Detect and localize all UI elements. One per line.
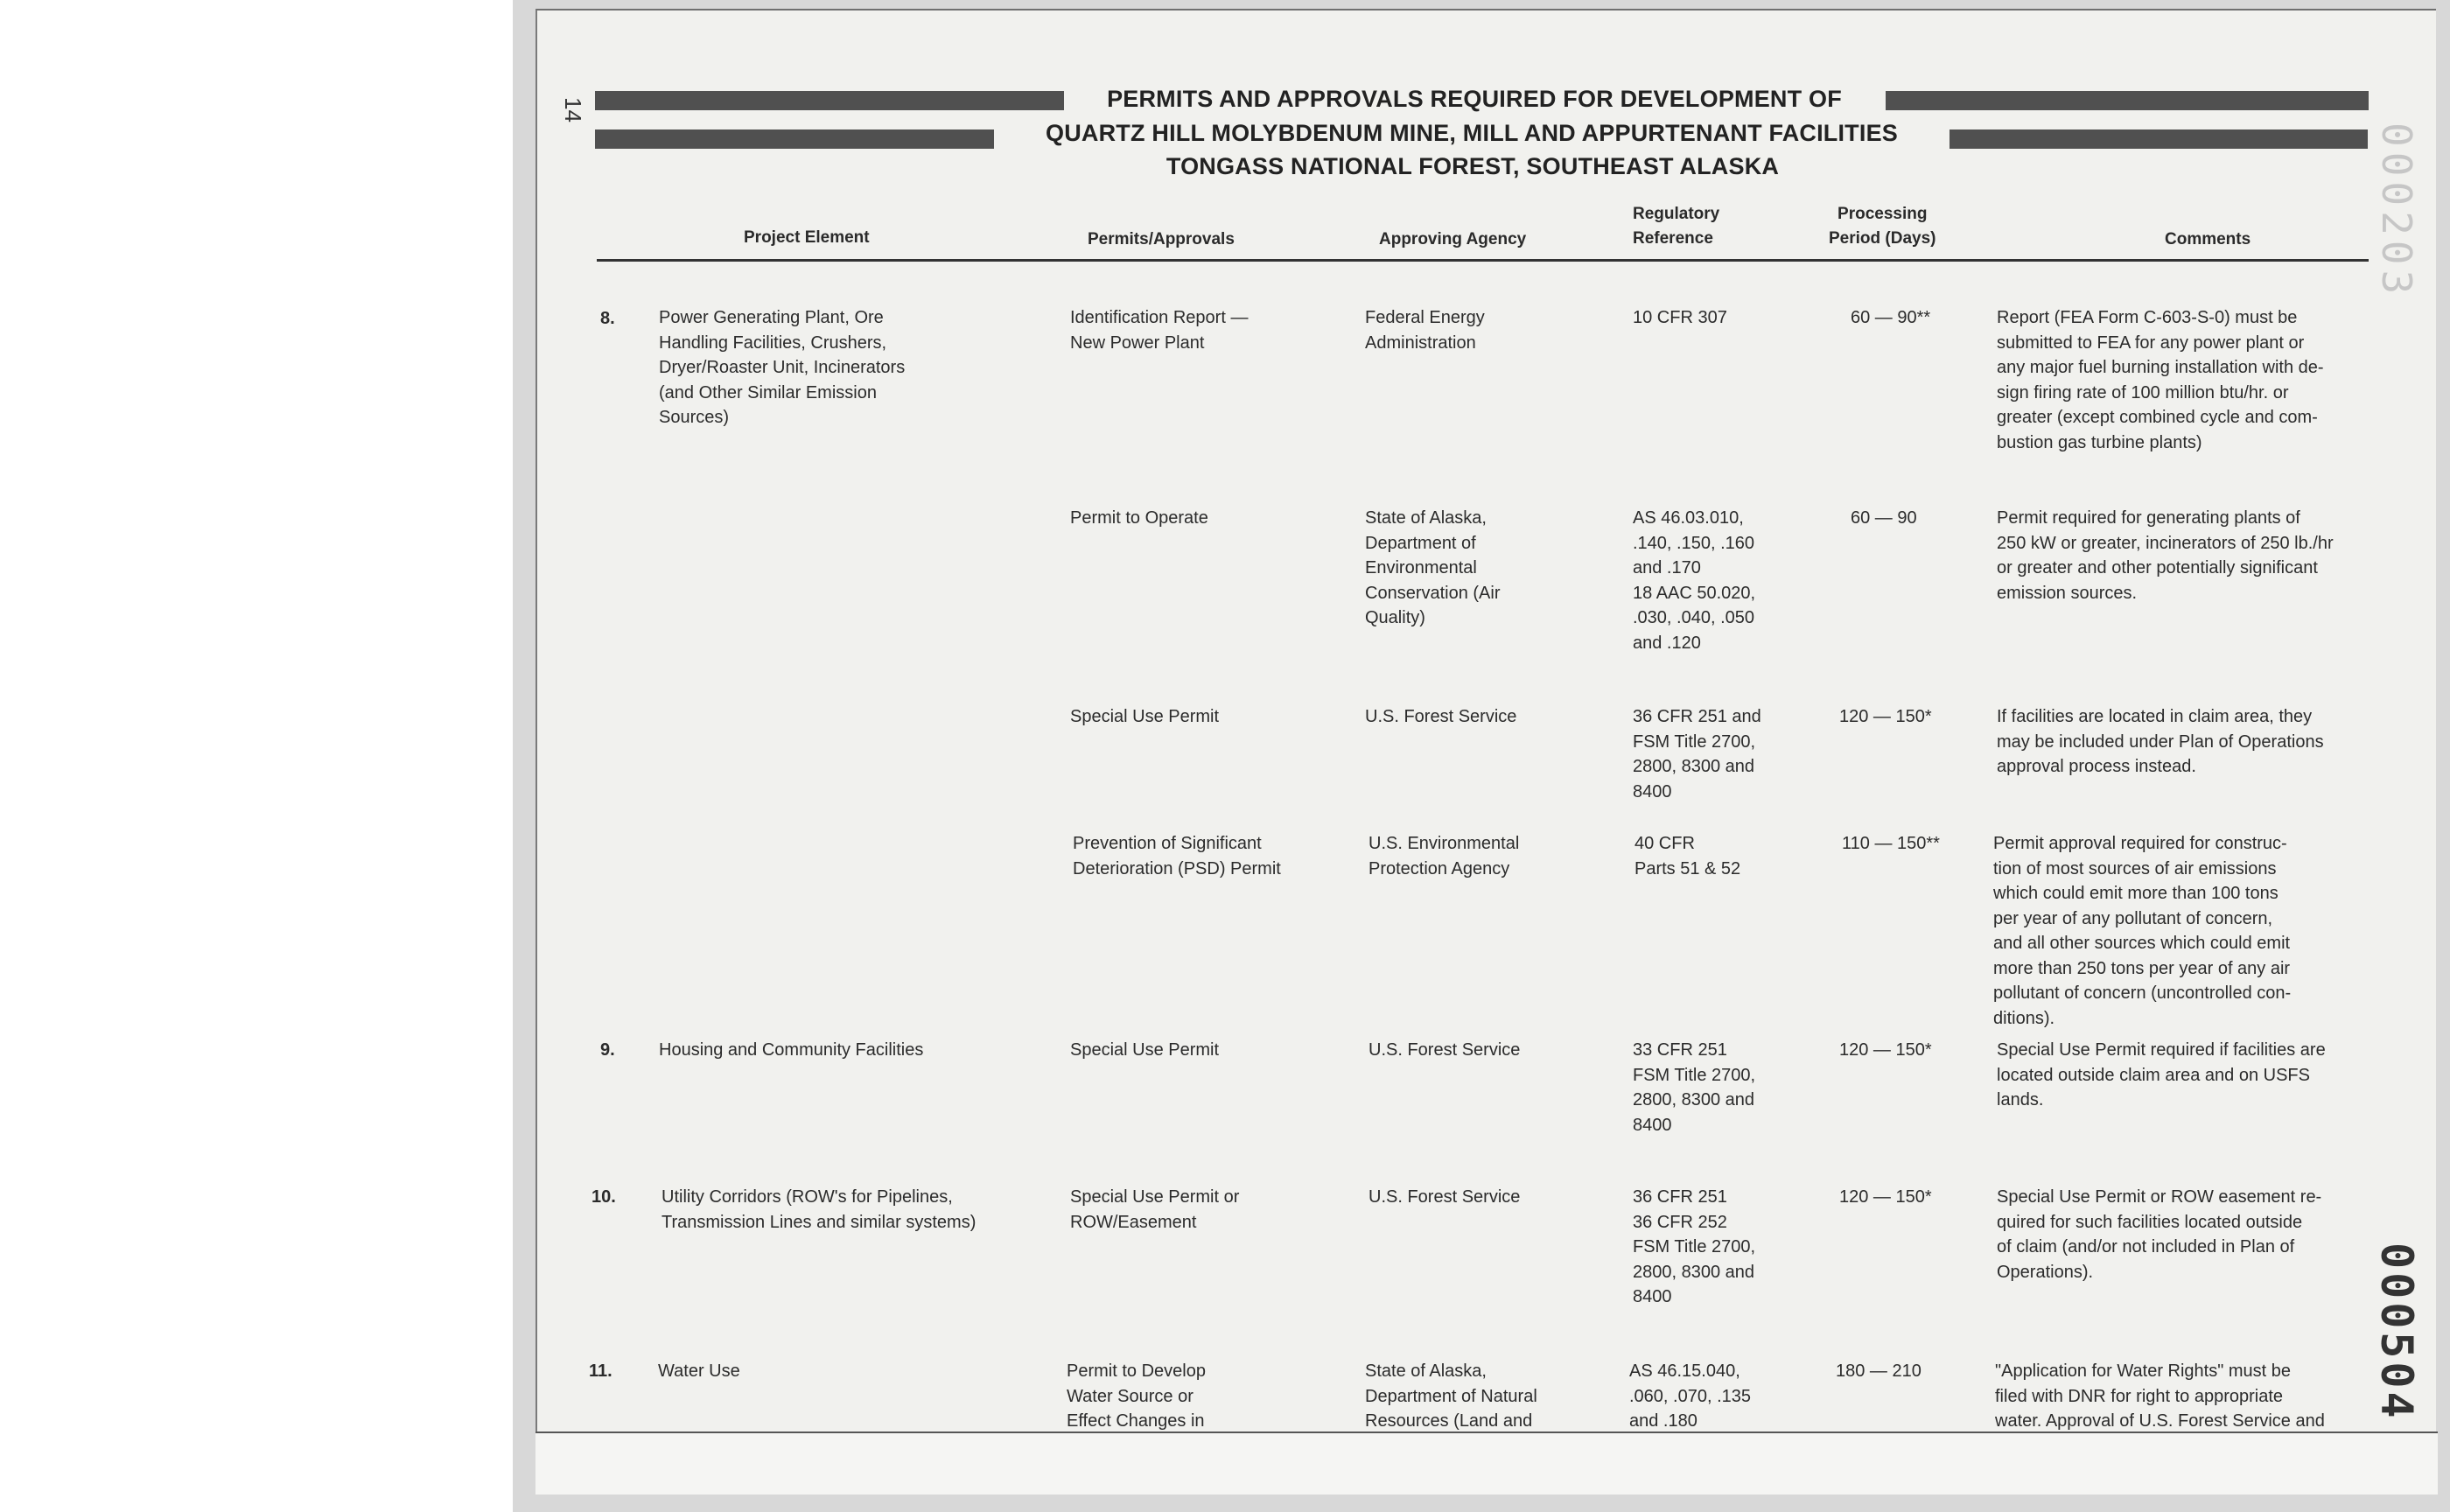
regulatory-reference: 36 CFR 251 36 CFR 252 FSM Title 2700, 2800, 8300 and 8400 <box>1633 1187 1756 1306</box>
regulatory-reference: 10 CFR 307 <box>1633 308 1727 327</box>
title-bar-left-1 <box>595 91 1064 110</box>
regulatory-reference: AS 46.03.010, .140, .150, .160 and .170 18 AAC 50.020, .030, .040, .050 and .120 <box>1633 508 1756 653</box>
row-number: 10. <box>592 1187 616 1207</box>
header-agency: Approving Agency <box>1379 230 1527 248</box>
header-processing: Processing Period (Days) <box>1829 205 1936 248</box>
approving-agency: U.S. Forest Service <box>1368 1187 1521 1207</box>
regulatory-reference: 33 CFR 251 FSM Title 2700, 2800, 8300 and 8400 <box>1633 1040 1756 1135</box>
comments: "Application for Water Rights" must be filed with DNR for right to appropriate water. Approval of U.S. Forest Service and <box>1995 1362 2325 1431</box>
processing-period: 120 — 150* <box>1839 1187 1932 1207</box>
comments: Special Use Permit or ROW easement re- quired for such facilities located outside of claim (and/or not included in Plan of Operations). <box>1997 1187 2322 1282</box>
approving-agency: Federal Energy Administration <box>1365 308 1485 353</box>
permit-name: Special Use Permit or ROW/Easement <box>1070 1187 1240 1232</box>
permit-name: Prevention of Significant Deterioration (PSD) Permit <box>1073 834 1281 878</box>
title-bar-right-2 <box>1950 130 2368 149</box>
header-permits: Permits/Approvals <box>1088 230 1235 248</box>
approving-agency: State of Alaska, Department of Environmental Conservation (Air Quality) <box>1365 508 1501 627</box>
title-bar-left-2 <box>595 130 994 149</box>
project-element: Power Generating Plant, Ore Handling Facilities, Crushers, Dryer/Roaster Unit, Incinerators (and Other Similar Emission Sources) <box>659 308 906 427</box>
permit-name: Permit to Operate <box>1070 508 1208 528</box>
row-number: 8. <box>600 309 615 328</box>
processing-period: 60 — 90** <box>1851 308 1931 327</box>
project-element: Housing and Community Facilities <box>659 1040 924 1060</box>
regulatory-reference: 36 CFR 251 and FSM Title 2700, 2800, 8300 and 8400 <box>1633 707 1761 802</box>
row-number: 9. <box>600 1040 615 1060</box>
faint-document-stamp: 000203 <box>2373 122 2420 300</box>
processing-period: 120 — 150* <box>1839 1040 1932 1060</box>
comments: Permit required for generating plants of 250 kW or greater, incinerators of 250 lb./hr or greater and other potentially significant emission sources. <box>1997 508 2334 603</box>
row-number: 11. <box>589 1362 612 1381</box>
title-bar-right-1 <box>1886 91 2369 110</box>
page-number: 14 <box>559 97 586 122</box>
permit-name: Identification Report — New Power Plant <box>1070 308 1249 353</box>
permit-name: Special Use Permit <box>1070 707 1220 726</box>
comments: Permit approval required for construc- tion of most sources of air emissions which could emit more than 100 tons per year of any pollutant of concern, and all other sources which could emit more than 250 tons per year of any air pollutant of concern (uncontrolled con- ditions). <box>1993 834 2292 1028</box>
header-rule <box>597 259 2369 262</box>
processing-period: 110 — 150** <box>1842 834 1940 853</box>
approving-agency: U.S. Forest Service <box>1368 1040 1521 1060</box>
approving-agency: U.S. Forest Service <box>1365 707 1517 726</box>
processing-period: 60 — 90 <box>1851 508 1917 528</box>
document-number-stamp: 000504 <box>2371 1242 2422 1422</box>
regulatory-reference: AS 46.15.040, .060, .070, .135 and .180 <box>1629 1362 1752 1431</box>
project-element: Water Use <box>658 1362 740 1381</box>
approving-agency: U.S. Environmental Protection Agency <box>1368 834 1520 878</box>
comments: Report (FEA Form C-603-S-0) must be submitted to FEA for any power plant or any major fuel burning installation with de- sign firing rate of 100 million btu/hr. or greater (except combined cycle and com- bustion gas turbine plants) <box>1997 308 2324 452</box>
permit-name: Permit to Develop Water Source or Effect Changes in <box>1067 1362 1206 1431</box>
header-project-element: Project Element <box>744 228 870 247</box>
regulatory-reference: 40 CFR Parts 51 & 52 <box>1634 834 1741 878</box>
title-line-1: PERMITS AND APPROVALS REQUIRED FOR DEVELOPMENT OF <box>1107 86 1842 112</box>
approving-agency: State of Alaska, Department of Natural Resources (Land and <box>1365 1362 1537 1431</box>
header-regulatory: Regulatory Reference <box>1633 205 1720 248</box>
header-comments: Comments <box>2165 230 2251 248</box>
title-line-2: QUARTZ HILL MOLYBDENUM MINE, MILL AND APPURTENANT FACILITIES <box>1046 120 1898 146</box>
comments: Special Use Permit required if facilities are located outside claim area and on USFS lands. <box>1997 1040 2326 1110</box>
processing-period: 120 — 150* <box>1839 707 1932 726</box>
project-element: Utility Corridors (ROW's for Pipelines, Transmission Lines and similar systems) <box>662 1187 976 1232</box>
processing-period: 180 — 210 <box>1836 1362 1922 1381</box>
page-bottom-edge <box>536 1432 2438 1494</box>
permit-name: Special Use Permit <box>1070 1040 1220 1060</box>
comments: If facilities are located in claim area, they may be included under Plan of Operations approval process instead. <box>1997 707 2324 776</box>
title-line-3: TONGASS NATIONAL FOREST, SOUTHEAST ALASKA <box>1166 153 1780 179</box>
